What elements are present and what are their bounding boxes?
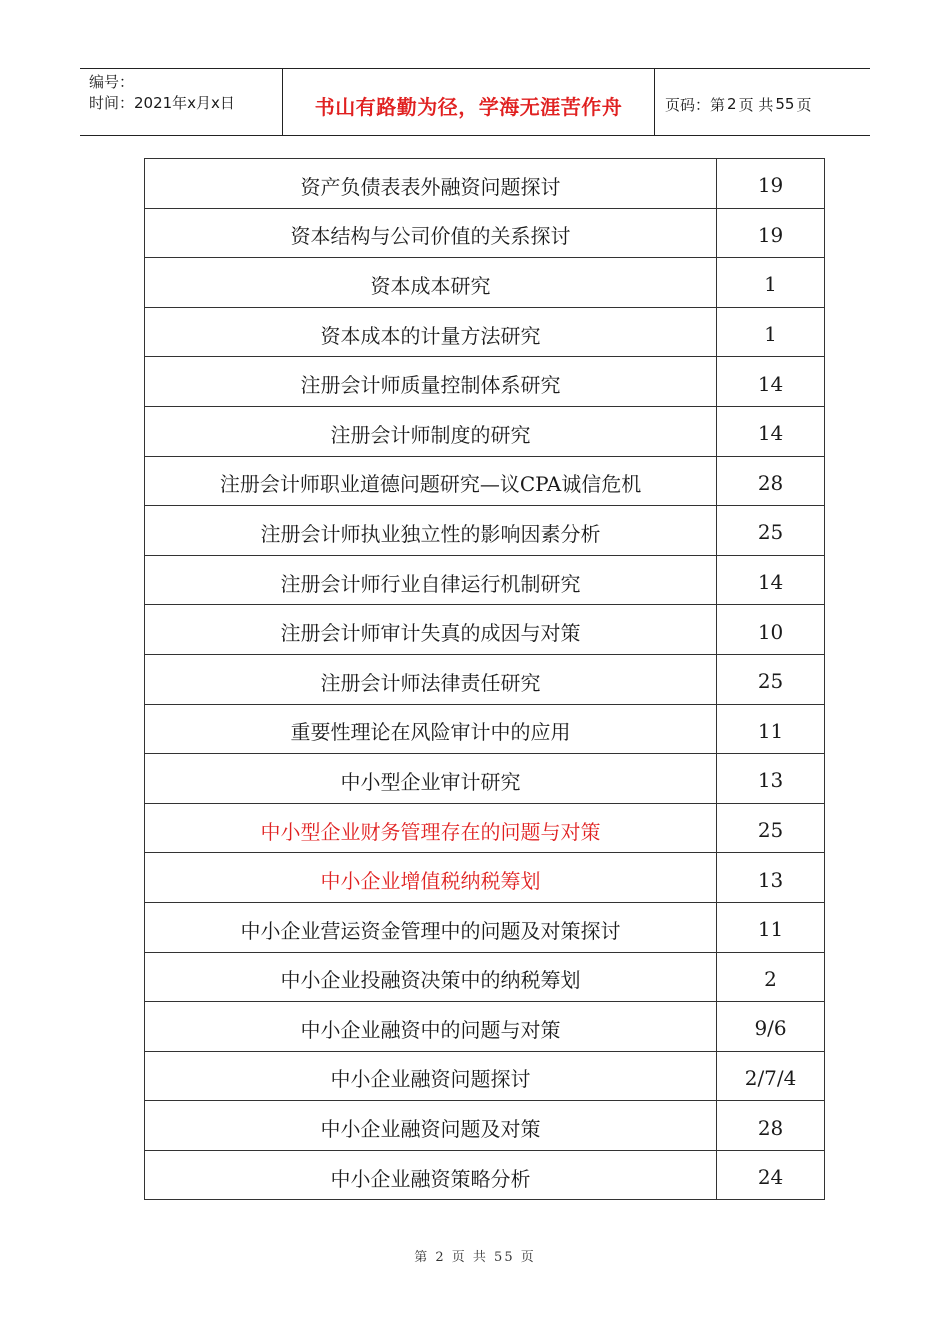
topic-title: 资本成本研究 bbox=[145, 258, 717, 308]
topic-number: 11 bbox=[717, 902, 825, 952]
header-page-info bbox=[655, 69, 870, 135]
topic-number: 13 bbox=[717, 754, 825, 804]
table-row bbox=[145, 456, 825, 506]
table-row bbox=[145, 159, 825, 209]
topic-title: 注册会计师制度的研究 bbox=[145, 406, 717, 456]
table-row bbox=[145, 1150, 825, 1200]
table-row bbox=[145, 1002, 825, 1052]
topic-table bbox=[144, 158, 825, 1200]
topic-title: 中小企业投融资决策中的纳税筹划 bbox=[145, 952, 717, 1002]
topic-number: 19 bbox=[717, 208, 825, 258]
topic-number: 28 bbox=[717, 456, 825, 506]
table-row bbox=[145, 952, 825, 1002]
topic-title: 重要性理论在风险审计中的应用 bbox=[145, 704, 717, 754]
topic-title: 中小型企业审计研究 bbox=[145, 754, 717, 804]
topic-title: 中小企业增值税纳税筹划 bbox=[145, 853, 717, 903]
topic-title: 注册会计师执业独立性的影响因素分析 bbox=[145, 506, 717, 556]
table-row bbox=[145, 754, 825, 804]
page-footer: 第 2 页 共 55 页 bbox=[414, 1250, 536, 1265]
topic-title: 中小企业融资问题及对策 bbox=[145, 1101, 717, 1151]
topic-number: 25 bbox=[717, 654, 825, 704]
page-header bbox=[80, 68, 870, 136]
topic-title: 注册会计师行业自律运行机制研究 bbox=[145, 555, 717, 605]
table-row bbox=[145, 654, 825, 704]
table-row bbox=[145, 258, 825, 308]
topic-number: 11 bbox=[717, 704, 825, 754]
topic-number: 1 bbox=[717, 307, 825, 357]
table-row bbox=[145, 555, 825, 605]
table-row bbox=[145, 406, 825, 456]
topic-title: 资本结构与公司价值的关系探讨 bbox=[145, 208, 717, 258]
header-motto: 书山有路勤为径，学海无涯苦作舟 bbox=[314, 94, 623, 119]
table-row bbox=[145, 208, 825, 258]
topic-number: 1 bbox=[717, 258, 825, 308]
topic-number: 2 bbox=[717, 952, 825, 1002]
table-row bbox=[145, 803, 825, 853]
table-row bbox=[145, 902, 825, 952]
date-label: 时间：2021年x月x日 bbox=[89, 94, 235, 112]
topic-title: 注册会计师质量控制体系研究 bbox=[145, 357, 717, 407]
topic-number: 28 bbox=[717, 1101, 825, 1151]
topic-table-body bbox=[145, 159, 825, 1200]
topic-number: 24 bbox=[717, 1150, 825, 1200]
topic-number: 13 bbox=[717, 853, 825, 903]
page-end: 页 bbox=[796, 95, 812, 114]
table-row bbox=[145, 704, 825, 754]
table-row bbox=[145, 506, 825, 556]
topic-number: 25 bbox=[717, 803, 825, 853]
header-motto-cell bbox=[283, 69, 655, 135]
page-total: 55 bbox=[775, 95, 795, 113]
topic-number: 25 bbox=[717, 506, 825, 556]
topic-number: 10 bbox=[717, 605, 825, 655]
page-label: 页码：第 bbox=[665, 95, 726, 114]
topic-title: 中小企业融资问题探讨 bbox=[145, 1051, 717, 1101]
topic-title: 中小企业融资中的问题与对策 bbox=[145, 1002, 717, 1052]
table-row bbox=[145, 307, 825, 357]
header-meta bbox=[80, 69, 283, 135]
table-row bbox=[145, 1101, 825, 1151]
page-current: 2 bbox=[727, 95, 737, 113]
topic-title: 中小企业营运资金管理中的问题及对策探讨 bbox=[145, 902, 717, 952]
topic-number: 9/6 bbox=[717, 1002, 825, 1052]
topic-title: 中小型企业财务管理存在的问题与对策 bbox=[145, 803, 717, 853]
topic-title: 注册会计师审计失真的成因与对策 bbox=[145, 605, 717, 655]
topic-number: 19 bbox=[717, 159, 825, 209]
topic-number: 2/7/4 bbox=[717, 1051, 825, 1101]
table-row bbox=[145, 605, 825, 655]
topic-title: 注册会计师法律责任研究 bbox=[145, 654, 717, 704]
table-row bbox=[145, 357, 825, 407]
table-row bbox=[145, 853, 825, 903]
topic-number: 14 bbox=[717, 357, 825, 407]
topic-number: 14 bbox=[717, 555, 825, 605]
topic-title: 中小企业融资策略分析 bbox=[145, 1150, 717, 1200]
topic-title: 资产负债表表外融资问题探讨 bbox=[145, 159, 717, 209]
number-label: 编号： bbox=[89, 73, 135, 91]
topic-number: 14 bbox=[717, 406, 825, 456]
topic-title: 资本成本的计量方法研究 bbox=[145, 307, 717, 357]
page-mid: 页 共 bbox=[738, 95, 774, 114]
topic-title: 注册会计师职业道德问题研究—议CPA诚信危机 bbox=[145, 456, 717, 506]
table-row bbox=[145, 1051, 825, 1101]
